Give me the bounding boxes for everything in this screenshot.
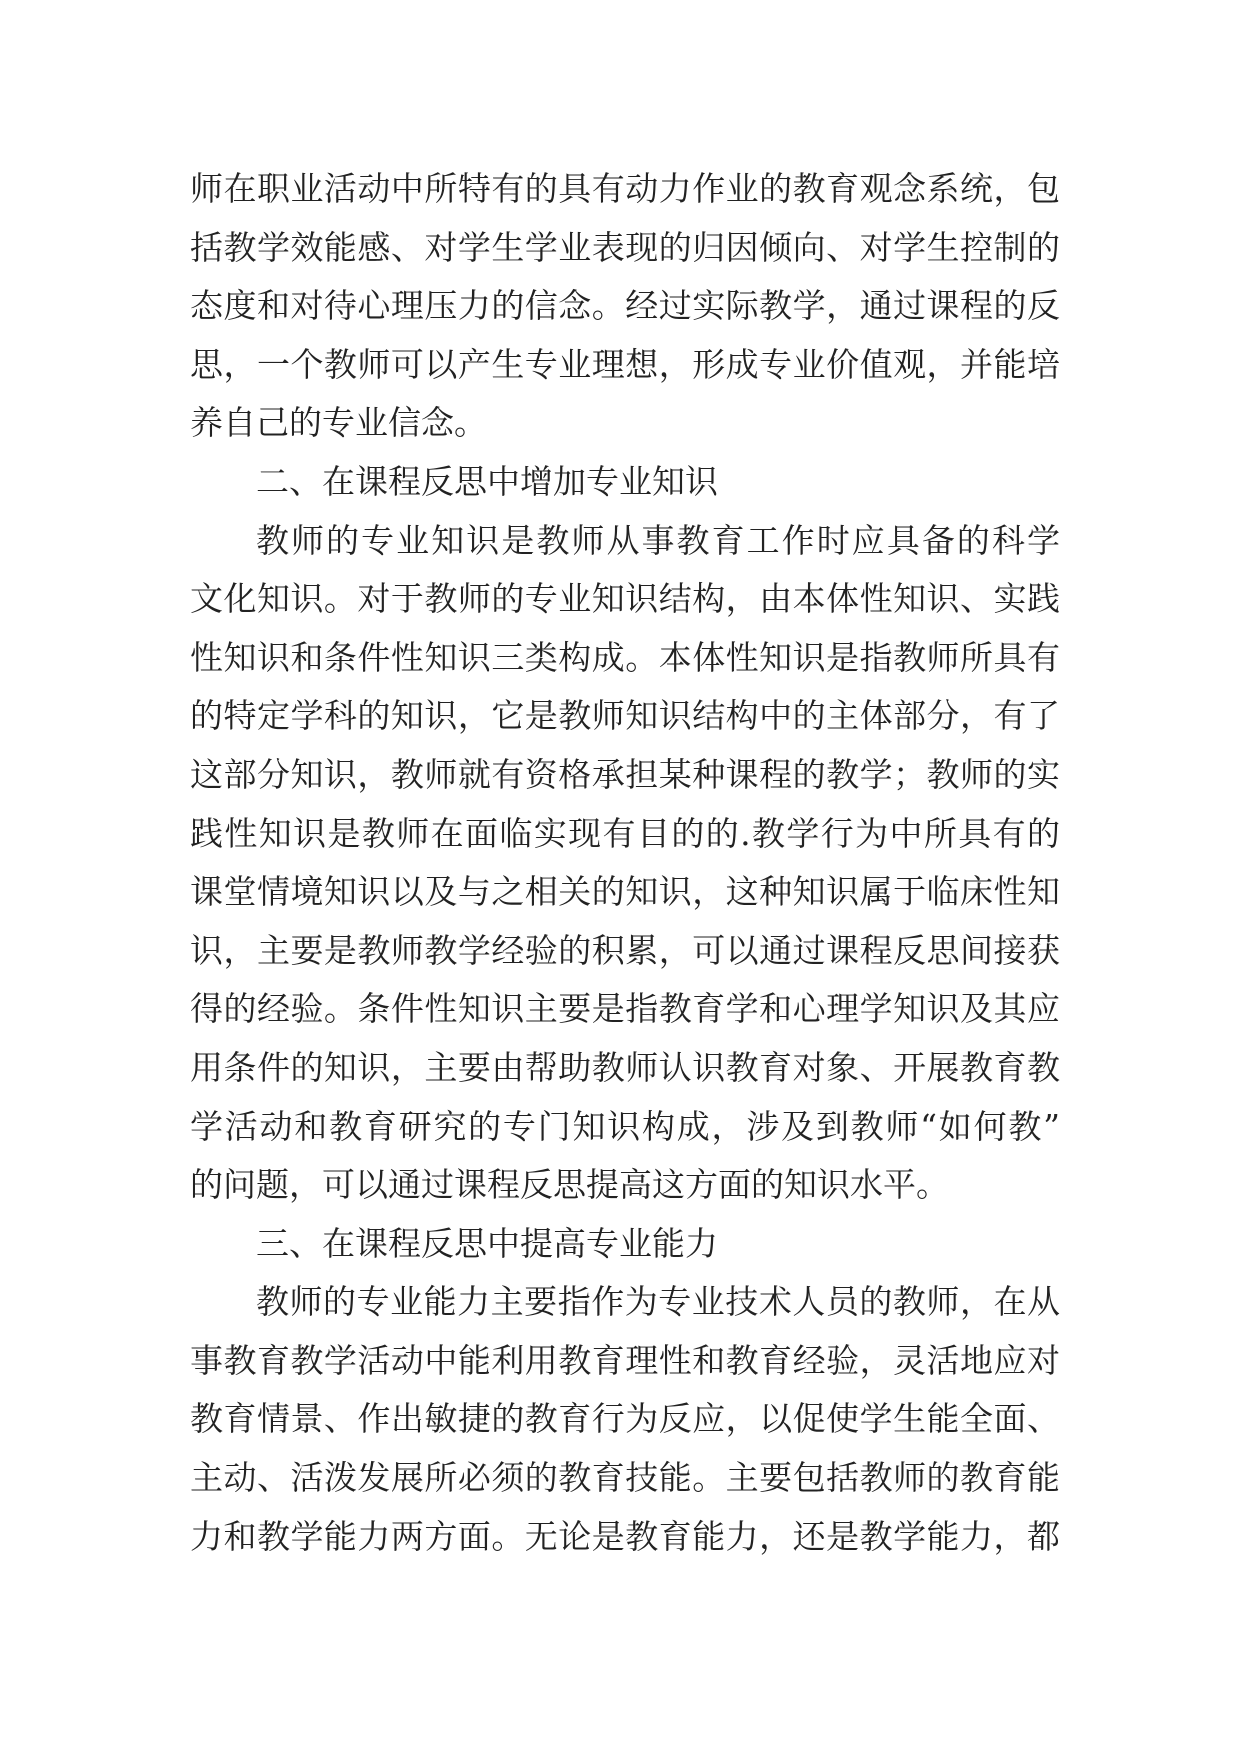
text-line: 括教学效能感、对学生学业表现的归因倾向、对学生控制的	[190, 227, 1060, 267]
text-line: 教育情景、作出敏捷的教育行为反应，以促使学生能全面、	[190, 1399, 1060, 1439]
text-line: 文化知识。对于教师的专业知识结构，由本体性知识、实践	[190, 579, 1060, 619]
text-line: 识，主要是教师教学经验的积累，可以通过课程反思间接获	[190, 930, 1060, 970]
text-line: 师在职业活动中所特有的具有动力作业的教育观念系统，包	[190, 169, 1060, 208]
section-heading: 三、在课程反思中提高专业能力	[256, 1223, 718, 1263]
text-line: 课堂情境知识以及与之相关的知识，这种知识属于临床性知	[190, 872, 1060, 912]
text-line: 性知识和条件性知识三类构成。本体性知识是指教师所具有	[190, 637, 1060, 677]
text-line: 事教育教学活动中能利用教育理性和教育经验，灵活地应对	[190, 1340, 1060, 1380]
text-line: 力和教学能力两方面。无论是教育能力，还是教学能力，都	[190, 1516, 1060, 1556]
text-line: 主动、活泼发展所必须的教育技能。主要包括教师的教育能	[190, 1458, 1060, 1498]
text-line: 用条件的知识，主要由帮助教师认识教育对象、开展教育教	[190, 1047, 1060, 1087]
text-line: 教师的专业知识是教师从事教育工作时应具备的科学	[256, 520, 1060, 560]
text-line: 养自己的专业信念。	[190, 403, 487, 443]
text-line: 教师的专业能力主要指作为专业技术人员的教师，在从	[256, 1282, 1060, 1322]
section-heading: 二、在课程反思中增加专业知识	[256, 461, 718, 501]
text-line: 践性知识是教师在面临实现有目的的.教学行为中所具有的	[190, 813, 1060, 853]
text-line: 态度和对待心理压力的信念。经过实际教学，通过课程的反	[190, 286, 1060, 326]
text-line: 的问题，可以通过课程反思提高这方面的知识水平。	[190, 1165, 949, 1205]
text-line: 的特定学科的知识，它是教师知识结构中的主体部分，有了	[190, 696, 1060, 736]
text-line: 思，一个教师可以产生专业理想，形成专业价值观，并能培	[190, 344, 1060, 384]
body-text	[190, 160, 1060, 1566]
text-line: 得的经验。条件性知识主要是指教育学和心理学知识及其应	[190, 989, 1060, 1029]
text-line: 这部分知识，教师就有资格承担某种课程的教学；教师的实	[190, 754, 1060, 794]
text-line: 学活动和教育研究的专门知识构成，涉及到教师“如何教”	[190, 1106, 1060, 1146]
